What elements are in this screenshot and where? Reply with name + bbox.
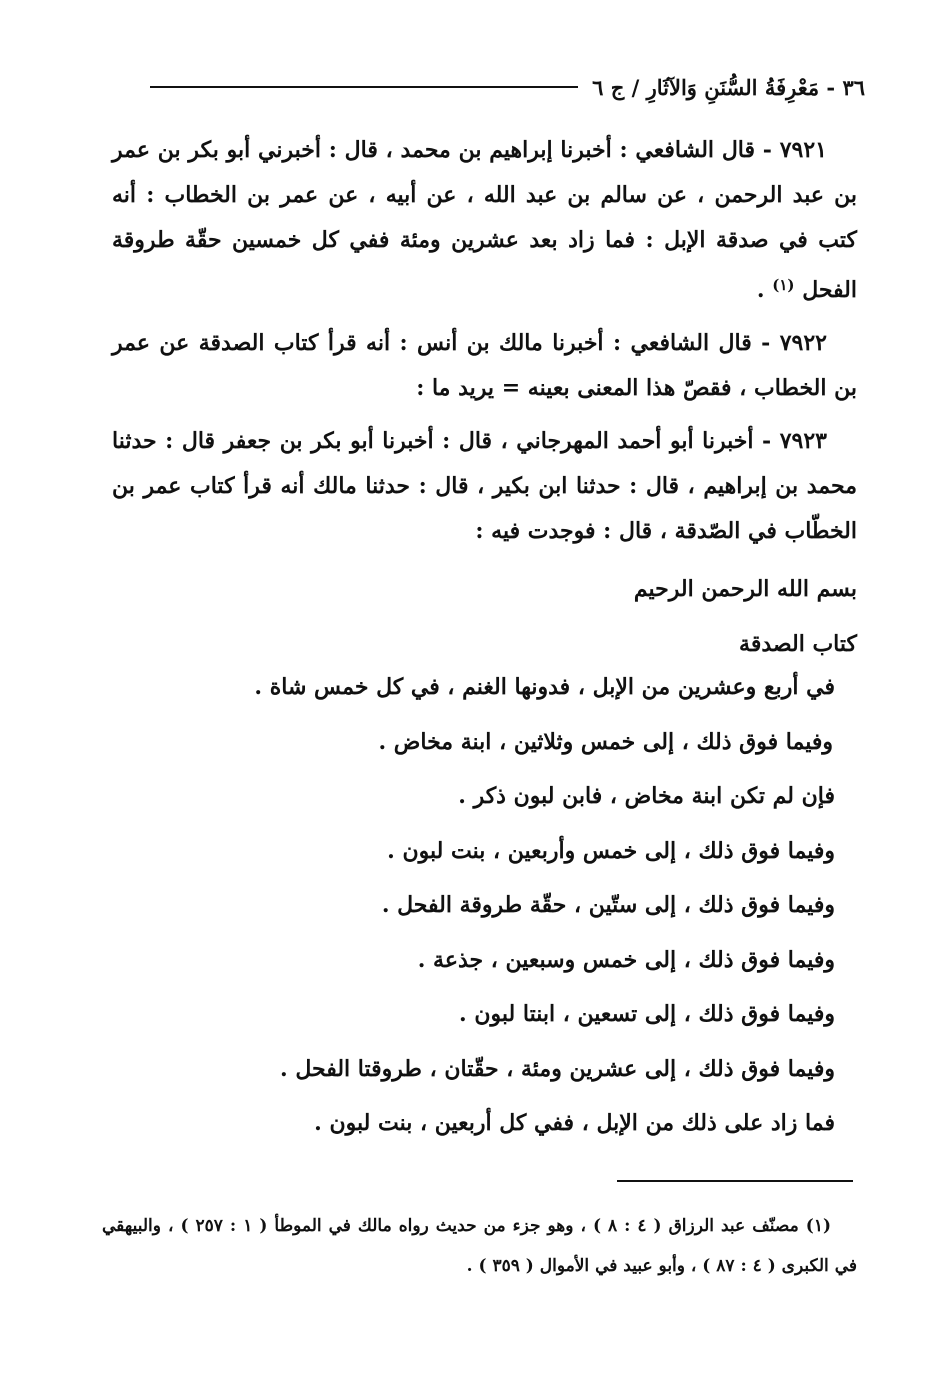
hadith-paragraph-7921 xyxy=(112,128,857,313)
verse-line: وفيما فوق ذلك ، إلى خمس وأربعين ، بنت لبون . xyxy=(387,837,835,864)
verse-line: وفيما فوق ذلك ، إلى عشرين ومئة ، حقّتان ، طروقتا الفحل . xyxy=(280,1055,835,1082)
verse-line: فما زاد على ذلك من الإبل ، ففي كل أربعين ، بنت لبون . xyxy=(314,1110,835,1136)
hadith-paragraph-7923: ٧٩٢٣ - أخبرنا أبو أحمد المهرجاني ، قال : أخبرنا أبو بكر بن جعفر قال : حدثنا محمد بن إبراهيم ، قال : حدثنا ابن بكير ، قال : حدثنا مالك أنه قرأ كتاب عمر بن الخطّاب في الصّدقة ، قال : فوجدت فيه : xyxy=(112,428,857,544)
footnote-separator xyxy=(617,1180,853,1182)
verse-line: في أربع وعشرين من الإبل ، فدونها الغنم ، في كل خمس شاة . xyxy=(254,674,835,700)
verse-line: فإن لم تكن ابنة مخاض ، فابن لبون ذكر . xyxy=(458,783,835,809)
verse-line: وفيما فوق ذلك ، إلى تسعين ، ابنتا لبون . xyxy=(459,1001,835,1027)
verse-line: وفيما فوق ذلك ، إلى خمس وثلاثين ، ابنة مخاض . xyxy=(378,728,833,755)
running-head-text: ٣٦ - مَعْرِفَةُ السُّنَنِ وَالآثَارِ / ج ٦ xyxy=(592,74,865,100)
running-head-rule xyxy=(150,86,578,88)
main-text xyxy=(112,128,857,672)
hadith-paragraph-7922: ٧٩٢٢ - قال الشافعي : أخبرنا مالك بن أنس : أنه قرأ كتاب الصدقة عن عمر بن الخطاب ، فقصّ هذا المعنى بعينه = يريد ما : xyxy=(112,330,857,401)
verse-line: وفيما فوق ذلك ، إلى ستّين ، حقّة طروقة الفحل . xyxy=(381,892,835,918)
hadith-text: ٧٩٢١ - قال الشافعي : أخبرنا إبراهيم بن محمد ، قال : أخبرني أبو بكر بن عمر بن عبد الرحمن ، عن سالم بن عبد الله ، عن أبيه ، عن عمر بن الخطاب : أنه كتب في صدقة الإبل : فما زاد بعد عشرين ومئة ففي كل خمسين حقّة طروقة الفحل xyxy=(112,137,857,303)
book-title: كتاب الصدقة xyxy=(739,631,857,657)
verse-line: وفيما فوق ذلك ، إلى خمس وسبعين ، جذعة . xyxy=(417,946,835,973)
verse-list xyxy=(112,660,835,1151)
running-head xyxy=(150,70,865,104)
hadith-text-tail: . xyxy=(756,277,773,303)
footnote: (١) مصنّف عبد الرزاق ( ٤ : ٨ ) ، وهو جزء من حديث رواه مالك في الموطأ ( ١ : ٢٥٧ ) ، والبيهقي في الكبرى ( ٤ : ٨٧ ) ، وأبو عبيد في الأموال ( ٣٥٩ ) . xyxy=(102,1216,857,1276)
basmala: بسم الله الرحمن الرحيم xyxy=(633,576,857,602)
footnote-reference: (١) xyxy=(772,276,795,294)
